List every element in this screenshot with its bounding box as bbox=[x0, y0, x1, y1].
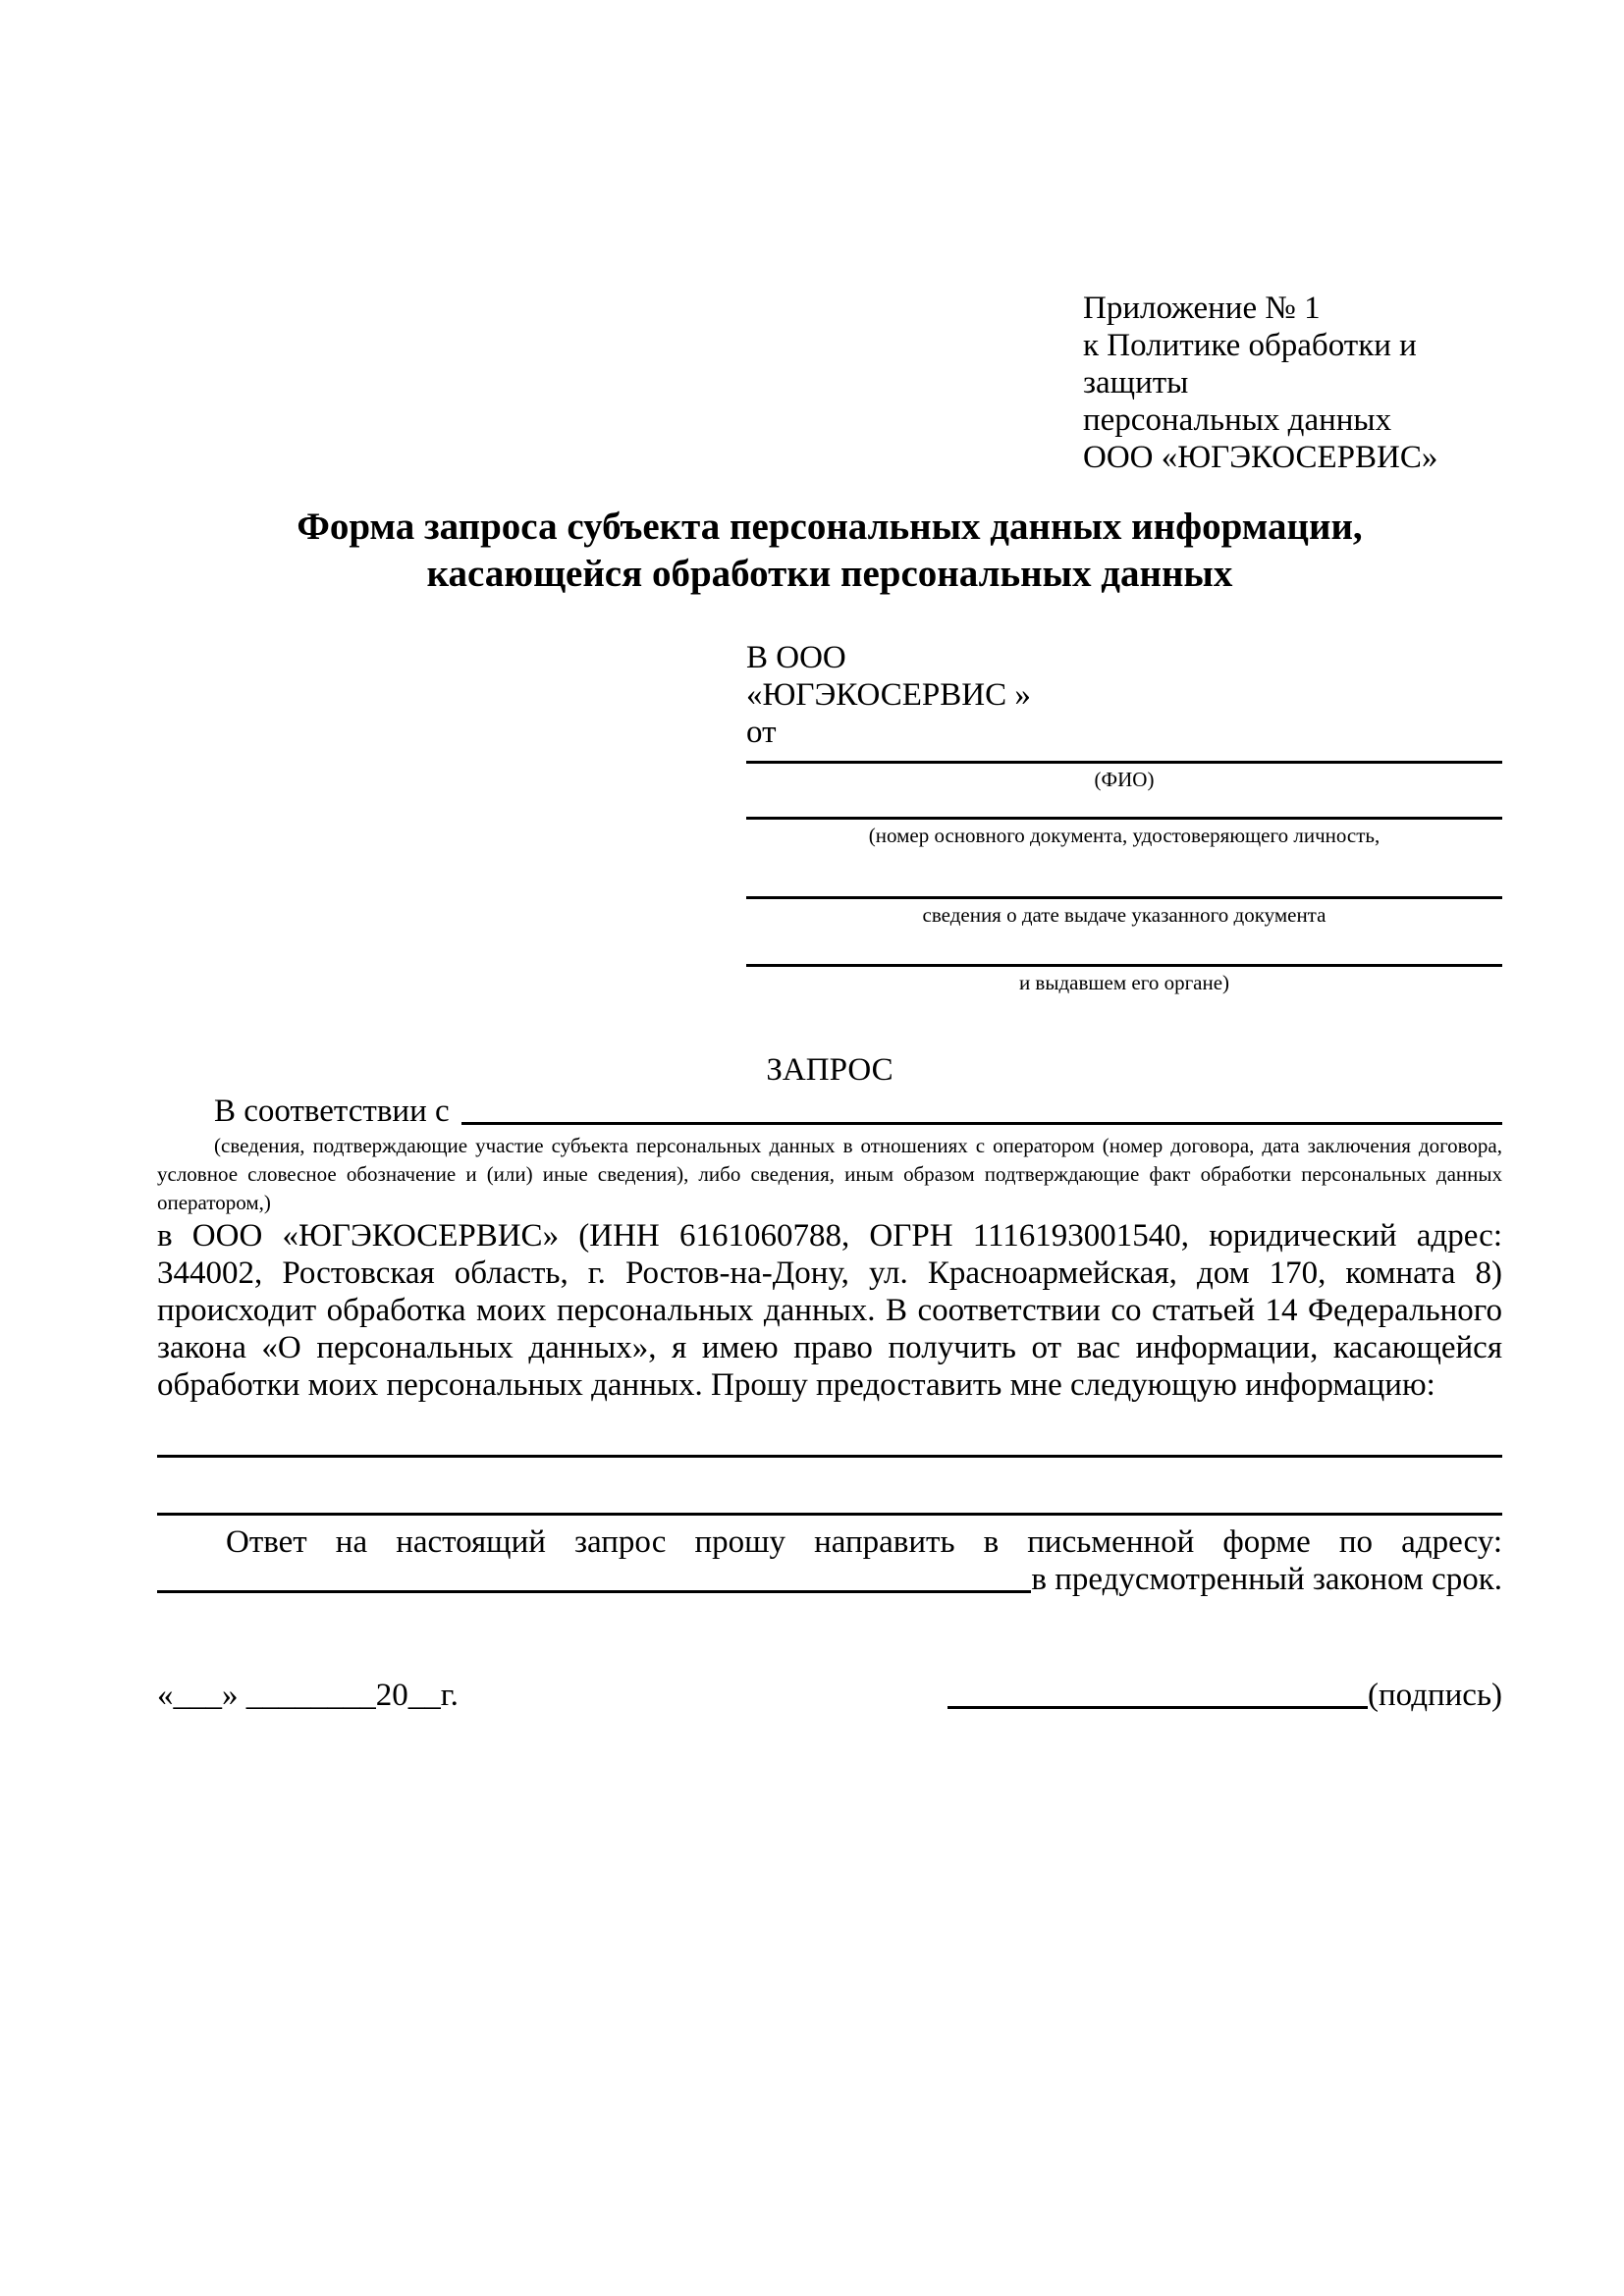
request-intro-row bbox=[157, 1093, 1502, 1130]
addressee-block bbox=[746, 639, 1502, 994]
appendix-header-line-1: Приложение № 1 bbox=[1083, 291, 1321, 326]
issue-date-blank-line bbox=[746, 847, 1502, 899]
issuing-authority-caption: и выдавшем его органе) bbox=[1018, 971, 1230, 994]
issuing-authority-blank-line bbox=[746, 927, 1502, 967]
request-heading: ЗАПРОС bbox=[766, 1052, 893, 1088]
basis-blank-line bbox=[461, 1122, 1502, 1125]
reply-suffix-text: в предусмотренный законом срок. bbox=[1031, 1562, 1502, 1597]
fio-caption: (ФИО) bbox=[1094, 768, 1155, 791]
date-blank-text: «___» ________20__г. bbox=[157, 1678, 459, 1713]
signature-blank-line bbox=[947, 1706, 1368, 1709]
appendix-header-line-3: персональных данных bbox=[1083, 402, 1392, 438]
document-title-line-2: касающейся обработки персональных данных bbox=[426, 553, 1233, 595]
issue-date-caption: сведения о дате выдаче указанного документа bbox=[922, 903, 1326, 927]
appendix-header-line-2: к Политике обработки и защиты bbox=[1083, 328, 1417, 400]
addressee-line-1: В ООО bbox=[746, 640, 846, 675]
address-blank-line bbox=[157, 1590, 1031, 1593]
fio-blank-line bbox=[746, 751, 1502, 764]
addressee-line-3: от bbox=[746, 715, 777, 750]
signature-caption: (подпись) bbox=[1368, 1678, 1502, 1713]
reply-address-row bbox=[157, 1561, 1502, 1598]
document-number-blank-line bbox=[746, 791, 1502, 820]
reply-address-sentence: Ответ на настоящий запрос прошу направить в письменной форме по адресу: bbox=[226, 1524, 1502, 1560]
appendix-header bbox=[1083, 290, 1502, 476]
request-intro-text: В соответствии с bbox=[214, 1094, 450, 1129]
document-title-line-1: Форма запроса субъекта персональных данных информации, bbox=[297, 506, 1363, 548]
addressee-line-2: «ЮГЭКОСЕРВИС » bbox=[746, 677, 1031, 713]
requested-info-blank-line-1 bbox=[157, 1455, 1502, 1458]
signature-area bbox=[947, 1677, 1502, 1714]
appendix-header-line-4: ООО «ЮГЭКОСЕРВИС» bbox=[1083, 440, 1438, 475]
document-title bbox=[157, 504, 1502, 598]
request-body-paragraph: в ООО «ЮГЭКОСЕРВИС» (ИНН 6161060788, ОГРН 1116193001540, юридический адрес: 344002, Ростовская область, г. Ростов-на-Дону, ул. Красноармейская, дом 170, комната 8) происходит обработка моих персональных данных. В соответствии со статьей 14 Федерального закона «О персональных данных», я имею право получить от вас информации, касающейся обработки моих персональных данных. Прошу предоставить мне следующую информацию: bbox=[157, 1218, 1502, 1403]
document-number-caption: (номер основного документа, удостоверяющего личность, bbox=[868, 824, 1380, 847]
intro-footnote: (сведения, подтверждающие участие субъекта персональных данных в отношениях с оператором (номер договора, дата заключения договора, условное словесное обозначение и (или) иные сведения), либо сведения, иным образом подтверждающие факт обработки персональных данных оператором,) bbox=[157, 1134, 1502, 1214]
requested-info-blank-line-2 bbox=[157, 1513, 1502, 1516]
date-signature-row bbox=[157, 1677, 1502, 1714]
